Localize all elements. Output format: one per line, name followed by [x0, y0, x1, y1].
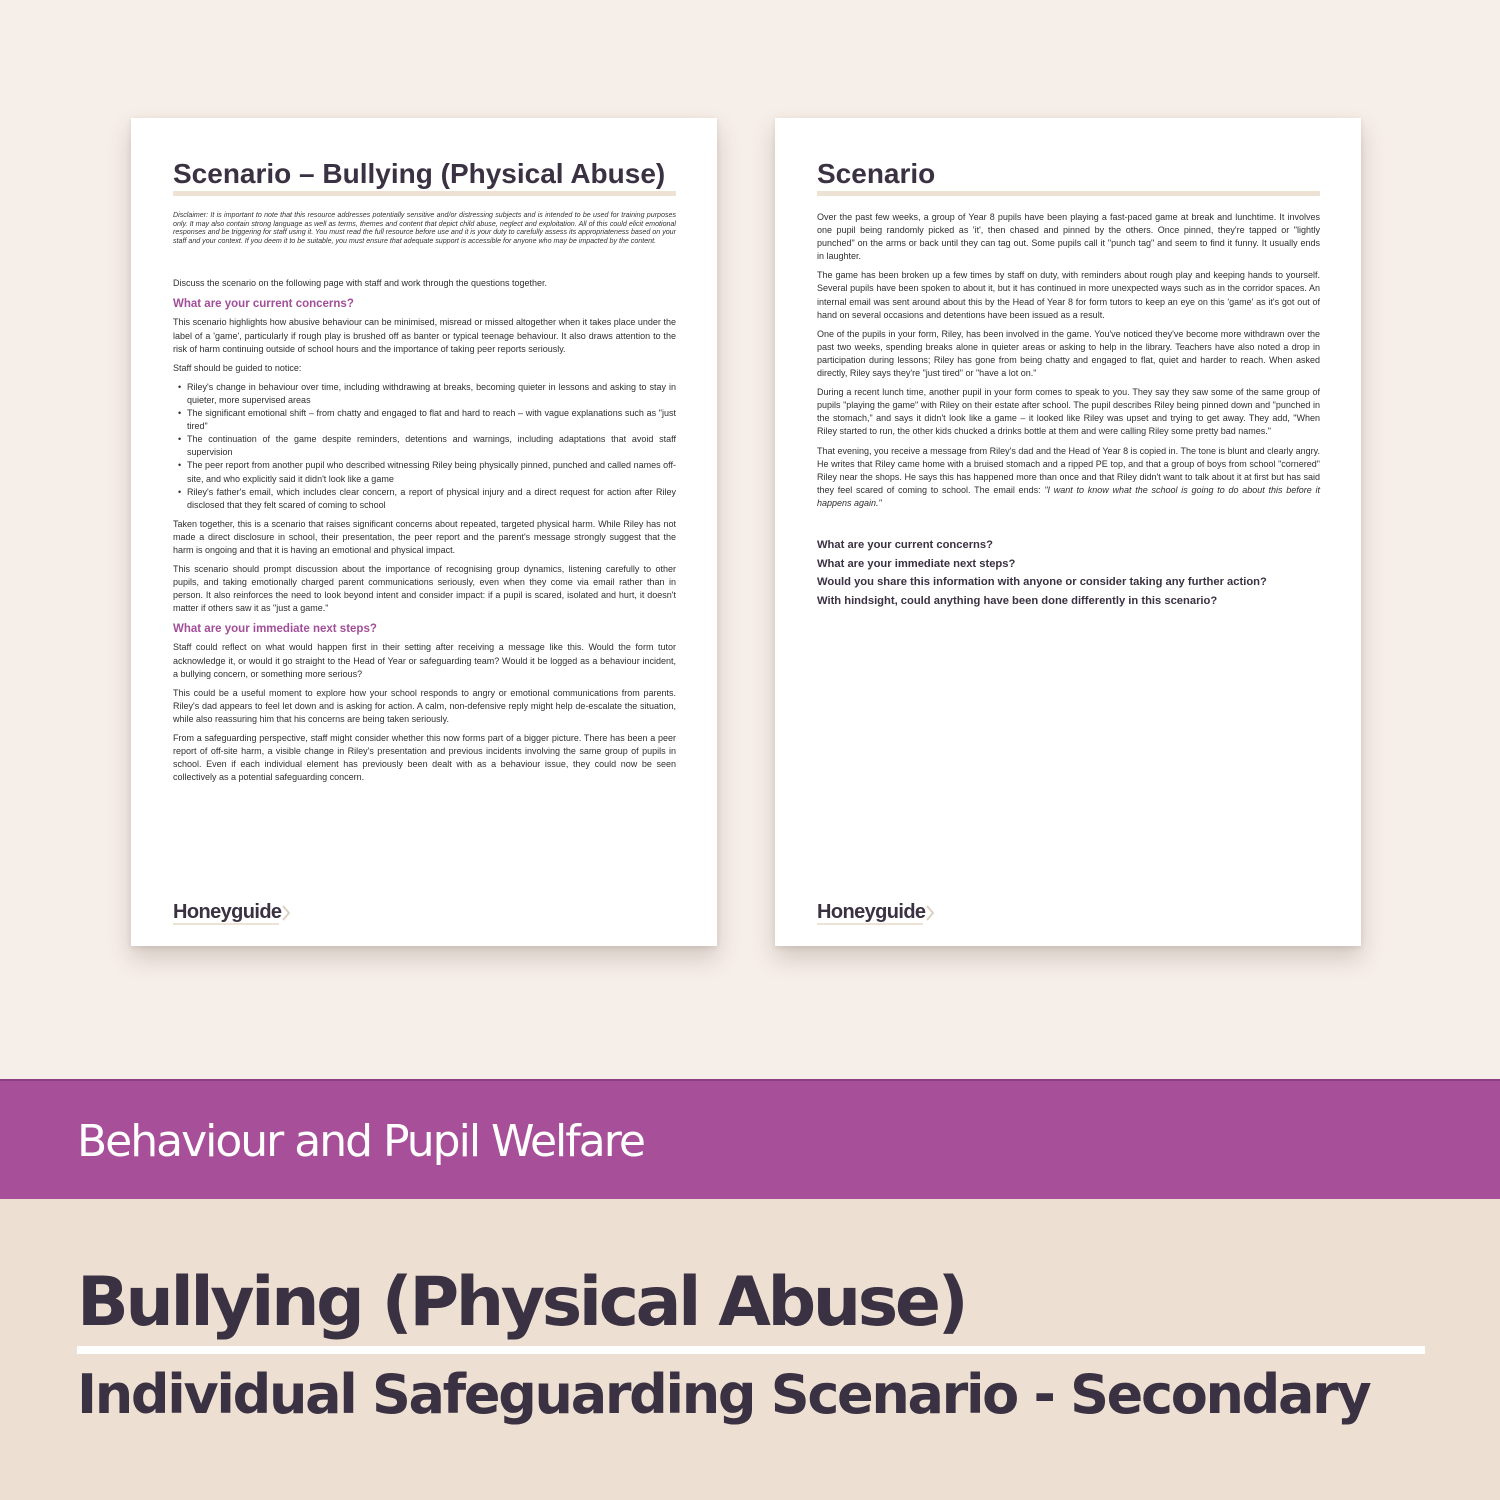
category-label: Behaviour and Pupil Welfare: [77, 1116, 644, 1167]
logo-underline: [173, 923, 279, 925]
list-item: • Riley's father's email, which includes clear concern, a report of physical injury and a direct request for action after Riley disclosed that they felt scared of coming to school: [187, 486, 676, 512]
paragraph: This scenario should prompt discussion about the importance of recognising group dynamics, listening carefully to other pupils, and taking emotionally charged parent communications seriously, even when they come via email rather than in person. It also reinforces the need to look beyond intent and consider impact: if a pupil is scared, isolated and hurt, it doesn't matter if others saw it as "just a game.": [173, 564, 676, 614]
email-quote: "I want to know what the school is going to do about this before it happens again.": [817, 484, 1320, 508]
document-page-left: [131, 118, 717, 946]
paragraph: Taken together, this is a scenario that raises significant concerns about repeated, targeted physical harm. While Riley has not made a direct disclosure in school, their presentation, the peer report and the parent's message strongly suggest that the harm is ongoing and that it is having an emotional and physical impact.: [173, 518, 676, 555]
paragraph: Staff could reflect on what would happen first in their setting after receiving a message like this. Would the form tutor acknowledge it, or would it go straight to the Head of Year or safeguarding team? Would it be logged as a behaviour incident, a bullying concern, or something more serious?: [173, 642, 676, 679]
question-item: Would you share this information with anyone or consider taking any further action?: [817, 576, 1267, 589]
logo-text: Honeyguide: [173, 901, 282, 923]
question-item: With hindsight, could anything have been done differently in this scenario?: [817, 594, 1218, 607]
honeyguide-logo: [173, 901, 291, 924]
footer-divider: [77, 1346, 1425, 1354]
paragraph: [817, 445, 1320, 510]
page-title: Scenario: [817, 158, 936, 189]
paragraph: During a recent lunch time, another pupil in your form comes to speak to you. They say they saw some of the same group of pupils "playing the game" with Riley on their estate after school. The pupil describes Riley being pinned down and "punched in the stomach," and says it didn't look like a game – it looked like Riley was upset and trying to get away. They add, "When Riley started to run, the other kids chucked a drinks bottle at them and were calling Riley some pretty bad names.": [817, 387, 1320, 437]
notice-intro: Staff should be guided to notice:: [173, 362, 302, 373]
disclaimer: Disclaimer: It is important to note that this resource addresses potentially sensitive and/or distressing subjects and is intended to be used for training purposes only. It may also contain strong language as well as terms, themes and content that depict child abuse, neglect and exploitation. All of this could elicit emotional responses and be triggering for staff using it. You must read the full resource before use and it is your duty to carefully assess its appropriateness based on your staff and your context. If you deem it to be suitable, you must ensure that adequate support is accessible for anyone who may be impacted by the content.: [173, 211, 676, 245]
question-item: What are your immediate next steps?: [817, 557, 1016, 570]
chevron-right-icon: [282, 905, 291, 921]
main-title: Bullying (Physical Abuse): [77, 1263, 966, 1342]
concerns-heading: What are your current concerns?: [173, 298, 354, 311]
logo-text: Honeyguide: [817, 901, 926, 923]
list-item: • The peer report from another pupil who described witnessing Riley being physically pinned, punched and called names off-site, and who explicitly said it didn't look like a game: [187, 459, 676, 485]
paragraph: This could be a useful moment to explore how your school responds to angry or emotional communications from parents. Riley's dad appears to feel let down and is asking for action. A calm, non-defensive reply might help de-escalate the situation, while also reassuring him that his concerns are being taken seriously.: [173, 687, 676, 724]
intro-text: Discuss the scenario on the following page with staff and work through the questions together.: [173, 278, 548, 289]
page-title: Scenario – Bullying (Physical Abuse): [173, 158, 666, 189]
question-item: What are your current concerns?: [817, 538, 993, 551]
paragraph: From a safeguarding perspective, staff might consider whether this now forms part of a bigger picture. There has been a peer report of off-site harm, a visible change in Riley's presentation and previous incidents involving the same group of pupils in school. Even if each individual element has previously been dealt with as a behaviour issue, they could now be seen collectively as a potential safeguarding concern.: [173, 733, 676, 783]
list-item: • The significant emotional shift – from chatty and engaged to flat and hard to reach – with vague explanations such as "just tired": [187, 407, 676, 433]
paragraph: Over the past few weeks, a group of Year 8 pupils have been playing a fast-paced game at break and lunchtime. It involves one pupil being randomly picked as 'it', then chased and pinned by the others. Once pinned, they're tapped or "lightly punched" on the arms or back until they can tag out. Some pupils call it "punch tag" and seem to find it funny. It usually ends in laughter.: [817, 212, 1320, 262]
questions-list: [817, 536, 1320, 610]
logo-underline: [817, 923, 923, 925]
honeyguide-logo: [817, 901, 935, 924]
document-page-right: [775, 118, 1361, 946]
paragraph: The game has been broken up a few times by staff on duty, with reminders about rough play and keeping hands to yourself. Several pupils have been spoken to about it, but it has continued in more unexpected ways such as in the corridor spaces. An internal email was sent around about this by the Head of Year 8 for form tutors to keep an eye on this 'game' as it's got out of hand on several occasions and detentions have been issued as a result.: [817, 270, 1320, 320]
title-rule: [817, 191, 1320, 196]
title-rule: [173, 191, 676, 196]
chevron-right-icon: [926, 905, 935, 921]
list-item: • The continuation of the game despite reminders, detentions and warnings, including adaptations that avoid staff supervision: [187, 433, 676, 459]
paragraph: This scenario highlights how abusive behaviour can be minimised, misread or missed altogether when it takes place under the label of a 'game', particularly if rough play is brushed off as banter or typical teenage behaviour. It also draws attention to the risk of harm continuing outside of school hours and the importance of taking peer reports seriously.: [173, 317, 676, 354]
email-summary: That evening, you receive a message from Riley's dad and the Head of Year 8 is copied in. The tone is blunt and clearly angry. He writes that Riley came home with a bruised stomach and a ripped PE top, and that a group of boys from school "cornered" Riley near the shops. He says this has happened more than once and that Riley didn't want to talk about it at first but has said they feel scared of coming to school. The email ends:: [817, 445, 1320, 495]
notice-list: [173, 381, 676, 512]
list-item: • Riley's change in behaviour over time, including withdrawing at breaks, becoming quieter in lessons and asking to stay in quieter, more supervised areas: [187, 381, 676, 407]
subtitle: Individual Safeguarding Scenario - Secondary: [77, 1363, 1370, 1426]
next-steps-heading: What are your immediate next steps?: [173, 623, 377, 636]
paragraph: One of the pupils in your form, Riley, has been involved in the game. You've noticed they've become more withdrawn over the past two weeks, spending breaks alone in quieter areas or asking to help in the library. Teachers have also noted a drop in participation during lessons; Riley has gone from being chatty and engaged to flat, quiet and harder to reach. When asked directly, Riley says they're "just tired" or "have a lot on.": [817, 328, 1320, 379]
